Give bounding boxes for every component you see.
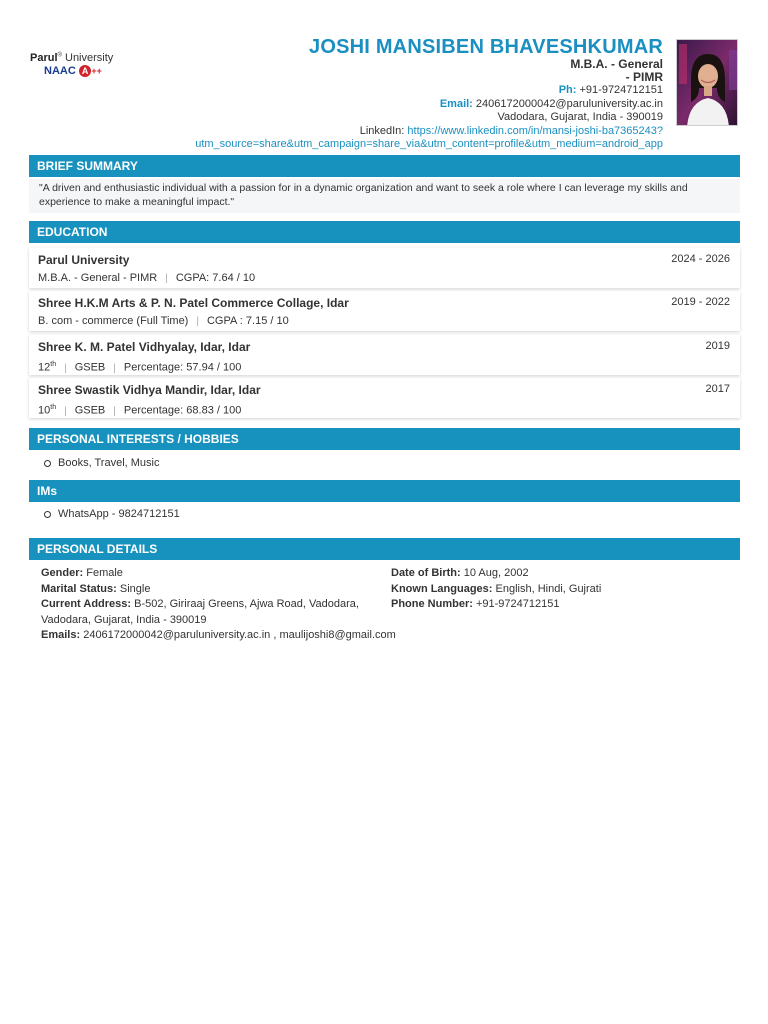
hobbies-list	[44, 456, 159, 470]
emails-value: 2406172000042@paruluniversity.ac.in , maulijoshi8@gmail.com	[83, 629, 396, 641]
languages-row	[391, 582, 731, 598]
education-course-sup: th	[50, 361, 57, 368]
address-label: Current Address:	[41, 598, 132, 610]
marital-row	[41, 582, 386, 598]
education-score-label: Percentage:	[123, 404, 184, 417]
phone-row	[391, 597, 731, 613]
gender-value: Female	[86, 567, 123, 579]
education-score: 68.83 / 100	[186, 404, 242, 417]
list-item: WhatsApp - 9824712151	[44, 507, 180, 521]
logo-university: University	[65, 52, 114, 64]
education-entry	[29, 291, 740, 331]
education-entry	[29, 335, 740, 375]
address-line: Vadodara, Gujarat, India - 390019	[497, 111, 663, 123]
address-value: B-502, Giriraaj Greens, Ajwa Road, Vadodara, Vadodara, Gujarat, India - 390019	[41, 598, 359, 626]
education-score: 7.64 / 10	[212, 272, 256, 284]
education-course: M.B.A. - General - PIMR	[38, 272, 158, 284]
email-value[interactable]: 2406172000042@paruluniversity.ac.in	[475, 97, 663, 110]
logo-brand: Parul	[30, 52, 58, 64]
profile-photo	[676, 39, 738, 126]
section-education: EDUCATION	[29, 221, 740, 243]
section-hobbies: PERSONAL INTERESTS / HOBBIES	[29, 428, 740, 450]
profile-photo-image	[677, 40, 738, 126]
logo-grade: A	[79, 65, 92, 77]
education-years: 2017	[705, 383, 730, 395]
marital-value: Single	[119, 582, 151, 595]
gender-row	[41, 566, 386, 582]
education-years: 2024 - 2026	[671, 253, 730, 265]
education-score-label: CGPA :	[206, 315, 243, 327]
education-score-label: Percentage:	[123, 361, 184, 374]
education-course-sup: th	[50, 404, 57, 411]
linkedin-label: LinkedIn:	[359, 124, 405, 137]
linkedin-link-part-1[interactable]: https://www.linkedin.com/in/mansi-joshi-ba7365243?	[407, 124, 663, 137]
dob-value: 10 Aug, 2002	[463, 567, 529, 579]
education-institute: Shree Swastik Vidhya Mandir, Idar, Idar	[38, 383, 261, 397]
education-details: M.B.A. - General - PIMR | CGPA: 7.64 / 10	[38, 272, 256, 284]
section-ims: IMs	[29, 480, 740, 502]
dob-row	[391, 566, 731, 582]
summary-text: "A driven and enthusiastic individual with a passion for in a dynamic organization and want to seek a role where I can leverage my skills and experience to make a meaningful impact."	[29, 179, 740, 213]
logo-reg: ®	[57, 52, 62, 59]
section-personal-details: PERSONAL DETAILS	[29, 538, 740, 560]
education-score: 7.15 / 10	[245, 315, 289, 327]
education-institute: Shree K. M. Patel Vidhyalay, Idar, Idar	[38, 340, 251, 354]
education-board: GSEB	[74, 361, 106, 374]
education-score: 57.94 / 100	[186, 361, 242, 374]
ims-list	[44, 507, 180, 521]
candidate-name: JOSHI MANSIBEN BHAVESHKUMAR	[309, 36, 663, 58]
education-years: 2019	[705, 340, 730, 352]
emails-row	[41, 628, 741, 644]
degree-line-2: - PIMR	[625, 70, 663, 84]
email-label: Email:	[439, 97, 473, 110]
marital-label: Marital Status:	[41, 582, 117, 595]
education-entry	[29, 378, 740, 418]
section-brief-summary: BRIEF SUMMARY	[29, 155, 740, 177]
education-course: 10	[38, 404, 51, 417]
logo-naac: NAAC	[44, 65, 76, 77]
education-details: 12th | GSEB | Percentage: 57.94 / 100	[38, 361, 242, 374]
education-institute: Shree H.K.M Arts & P. N. Patel Commerce Collage, Idar	[38, 296, 349, 310]
languages-label: Known Languages:	[391, 582, 493, 595]
education-details: B. com - commerce (Full Time) | CGPA : 7.15 / 10	[38, 315, 289, 327]
education-entry	[29, 248, 740, 288]
phone-line	[103, 84, 663, 98]
linkedin-link-part-2[interactable]: utm_source=share&utm_campaign=share_via&utm_content=profile&utm_medium=android_app	[195, 138, 663, 150]
phone-value: +91-9724712151	[579, 84, 663, 96]
education-course: 12	[38, 361, 51, 374]
education-years: 2019 - 2022	[671, 296, 730, 308]
education-course: B. com - commerce (Full Time)	[38, 315, 189, 327]
phone-label: Ph:	[558, 84, 577, 96]
education-details: 10th | GSEB | Percentage: 68.83 / 100	[38, 404, 242, 417]
emails-label: Emails:	[41, 629, 81, 641]
languages-value: English, Hindi, Gujrati	[495, 582, 602, 595]
degree-line-1: M.B.A. - General	[570, 57, 663, 71]
list-item: Books, Travel, Music	[44, 456, 159, 470]
logo-plus: ++	[91, 66, 102, 76]
gender-label: Gender:	[41, 567, 84, 579]
address-row	[41, 597, 386, 628]
education-score-label: CGPA:	[175, 272, 210, 284]
phone-number-label: Phone Number:	[391, 598, 473, 610]
email-line	[103, 98, 663, 112]
dob-label: Date of Birth:	[391, 567, 461, 579]
education-board: GSEB	[74, 404, 106, 417]
education-institute: Parul University	[38, 253, 130, 267]
phone-number-value: +91-9724712151	[475, 598, 560, 610]
resume-header	[103, 36, 663, 152]
linkedin-line	[103, 125, 663, 139]
